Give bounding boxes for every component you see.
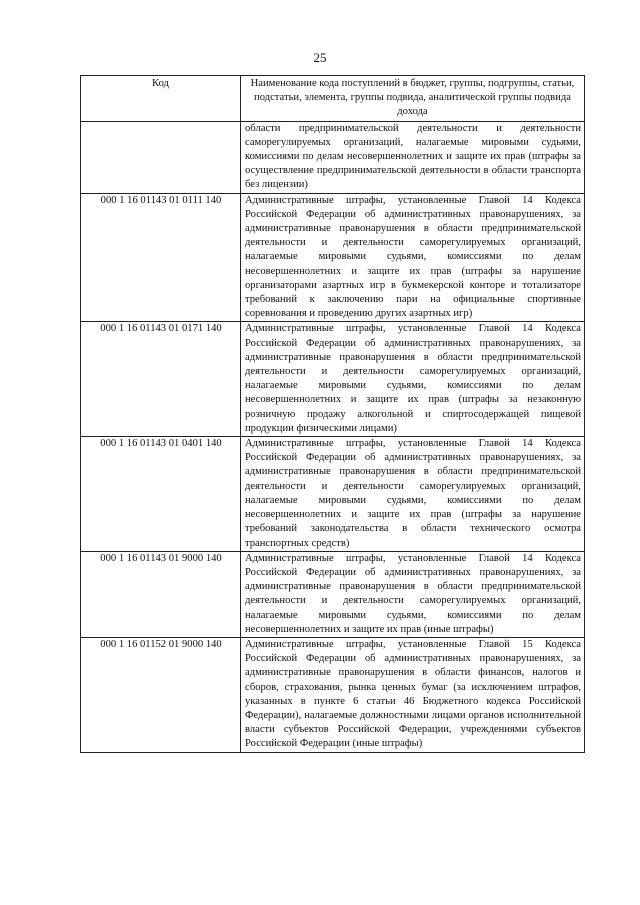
table-row bbox=[81, 637, 585, 752]
table-header-row bbox=[81, 76, 585, 122]
table-row bbox=[81, 121, 585, 193]
row-description: Административные штрафы, установленные Главой 15 Кодекса Российской Федерации об административных правонарушениях, за административные правонарушения в области финансов, налогов и сборов, страхования, рынка ценных бумаг (за исключением штрафов, указанных в пункте 6 статьи 46 Бюджетного кодекса Российской Федерации), налагаемые должностными лицами органов исполнительной власти субъектов Российской Федерации, учреждениями субъектов Российской Федерации (иные штрафы) bbox=[241, 637, 585, 752]
row-description: области предпринимательской деятельности и деятельности саморегулируемых организаций, налагаемые мировыми судьями, комиссиями по делам несовершеннолетних и защите их прав (штрафы за осуществление предпринимательской деятельности в области транспорта без лицензии) bbox=[241, 121, 585, 193]
page-number: 25 bbox=[313, 50, 327, 65]
table-row bbox=[81, 322, 585, 437]
table-row bbox=[81, 193, 585, 322]
row-code: 000 1 16 01143 01 0171 140 bbox=[81, 322, 241, 437]
row-code bbox=[81, 121, 241, 193]
header-code: Код bbox=[81, 76, 241, 122]
row-description: Административные штрафы, установленные Главой 14 Кодекса Российской Федерации об административных правонарушениях, за административные правонарушения в области предпринимательской деятельности и деятельности саморегулируемых организаций, налагаемые мировыми судьями, комиссиями по делам несовершеннолетних и защите их прав (штрафы за нарушение организаторами азартных игр в букмекерской конторе и тотализаторе требований к заключению пари на официальные спортивные соревнования и проведению других азартных игр) bbox=[241, 193, 585, 322]
row-description: Административные штрафы, установленные Главой 14 Кодекса Российской Федерации об административных правонарушениях, за административные правонарушения в области предпринимательской деятельности и деятельности саморегулируемых организаций, налагаемые мировыми судьями, комиссиями по делам несовершеннолетних и защите их прав (штрафы за незаконную розничную продажу алкогольной и спиртосодержащей пищевой продукции физическими лицами) bbox=[241, 322, 585, 437]
header-name: Наименование кода поступлений в бюджет, группы, подгруппы, статьи, подстатьи, элемента, группы подвида, аналитической группы подвида дохода bbox=[241, 76, 585, 122]
row-description: Административные штрафы, установленные Главой 14 Кодекса Российской Федерации об административных правонарушениях, за административные правонарушения в области предпринимательской деятельности и деятельности саморегулируемых организаций, налагаемые мировыми судьями, комиссиями по делам несовершеннолетних и защите их прав (штрафы за нарушение требований законодательства в области технического осмотра транспортных средств) bbox=[241, 437, 585, 552]
revenue-codes-table bbox=[80, 75, 585, 753]
row-code: 000 1 16 01143 01 9000 140 bbox=[81, 551, 241, 637]
row-code: 000 1 16 01152 01 9000 140 bbox=[81, 637, 241, 752]
row-code: 000 1 16 01143 01 0401 140 bbox=[81, 437, 241, 552]
row-description: Административные штрафы, установленные Главой 14 Кодекса Российской Федерации об административных правонарушениях, за административные правонарушения в области предпринимательской деятельности и деятельности саморегулируемых организаций, налагаемые мировыми судьями, комиссиями по делам несовершеннолетних и защите их прав (иные штрафы) bbox=[241, 551, 585, 637]
row-code: 000 1 16 01143 01 0111 140 bbox=[81, 193, 241, 322]
table-row bbox=[81, 437, 585, 552]
table-row bbox=[81, 551, 585, 637]
